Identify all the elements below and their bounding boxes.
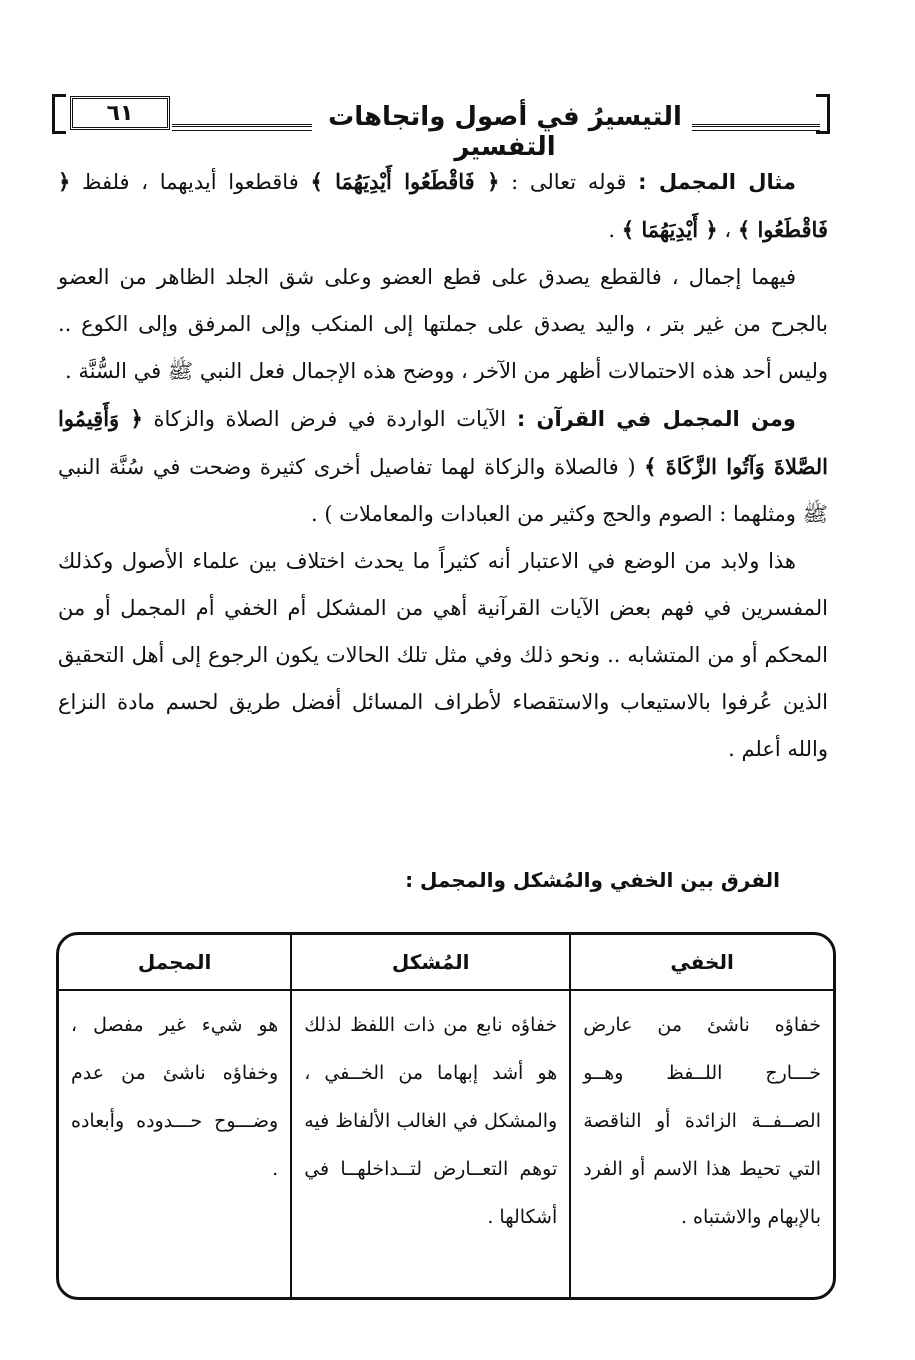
- paragraph-example-mujmal: [58, 158, 828, 254]
- paragraph-quran-example: [58, 395, 828, 538]
- table-header-row: [59, 935, 833, 990]
- paragraph-text: ( فالصلاة والزكاة لهما تفاصيل أخرى كثيرة وضحت في سُنَّة النبي ﷺ ومثلهما : الصوم والحج وكثير من العبادات والمعاملات ) .: [58, 455, 828, 526]
- quran-quote: ﴿ أَيْدِيَهُمَا ﴾: [621, 217, 718, 242]
- table-cell: هو شيء غير مفصل ، وخفاؤه ناشئ من عدم وضـــوح حـــدوده وأبعاده .: [71, 1014, 279, 1180]
- quran-quote: ﴿ وَأَقِيمُوا الصَّلاةَ وَآتُوا الزَّكَاةَ ﴾: [58, 406, 828, 479]
- paragraph-note: هذا ولابد من الوضع في الاعتبار أنه كثيراً ما يحدث اختلاف بين علماء الأصول وكذلك المفسرين في فهم بعض الآيات القرآنية أهي من المشكل أم الخفي أم المجمل أو من المحكم أو من المتشابه .. ونحو ذلك وفي مثل تلك الحالات يكون الرجوع إلى أهل التحقيق الذين عُرفوا بالاستيعاب والاستقصاء لأطراف المسائل أفضل طريق لحسم مادة النزاع والله أعلم .: [58, 549, 828, 761]
- paragraph-text: ،: [717, 218, 738, 242]
- table-row: [59, 990, 833, 1297]
- paragraph-explanation: فيهما إجمال ، فالقطع يصدق على قطع العضو وعلى شق الجلد الظاهر من العضو بالجرح من غير بتر ، واليد يصدق على جملتها إلى المنكب وإلى المرفق وإلى الكوع .. وليس أحد هذه الاحتمالات أظهر من الآخر ، ووضح هذه الإجمال فعل النبي ﷺ في السُّنَّة .: [58, 265, 828, 383]
- table-header: الخفي: [570, 935, 833, 990]
- comparison-table: [56, 932, 836, 1300]
- header-ornament-right: [816, 94, 830, 134]
- paragraph-text: فاقطعوا أيديهما ، فلفظ: [70, 170, 311, 194]
- body-text: [58, 158, 828, 773]
- table-heading: الفرق بين الخفي والمُشكل والمجمل :: [405, 868, 780, 892]
- page-number: ٦١: [70, 96, 170, 130]
- quran-quote: ﴿ فَاقْطَعُوا أَيْدِيَهُمَا ﴾: [310, 169, 500, 194]
- section-label: ومن المجمل في القرآن :: [516, 407, 796, 431]
- header-ornament-left: [52, 94, 66, 134]
- page-header: [52, 94, 830, 162]
- table-cell: خفاؤه نابع من ذات اللفظ لذلك هو أشد إبهاما من الخــفي ، والمشكل في الغالب الألفاظ فيه توهم التعــارض لتــداخلهــا في أشكالها .: [291, 990, 570, 1297]
- paragraph-text: .: [608, 218, 622, 242]
- header-rule-left: [172, 124, 312, 131]
- table-header: المُشكل: [291, 935, 570, 990]
- table-header: المجمل: [59, 935, 291, 990]
- paragraph-text: الآيات الواردة في فرض الصلاة والزكاة: [142, 407, 517, 431]
- paragraph-text: قوله تعالى :: [499, 170, 639, 194]
- quran-quote: ﴿ فَاقْطَعُوا ﴾: [58, 169, 828, 242]
- table-cell: خفاؤه ناشئ من عارض خـــارج اللــفظ وهــو الصــفــة الزائدة أو الناقصة التي تحيط هذا الاسم أو الفرد بالإبهام والاشتباه .: [570, 990, 833, 1297]
- example-label: مثال المجمل :: [638, 170, 796, 194]
- header-rule-right: [692, 124, 820, 131]
- book-title: التيسيرُ في أصول واتجاهات التفسير: [328, 102, 682, 162]
